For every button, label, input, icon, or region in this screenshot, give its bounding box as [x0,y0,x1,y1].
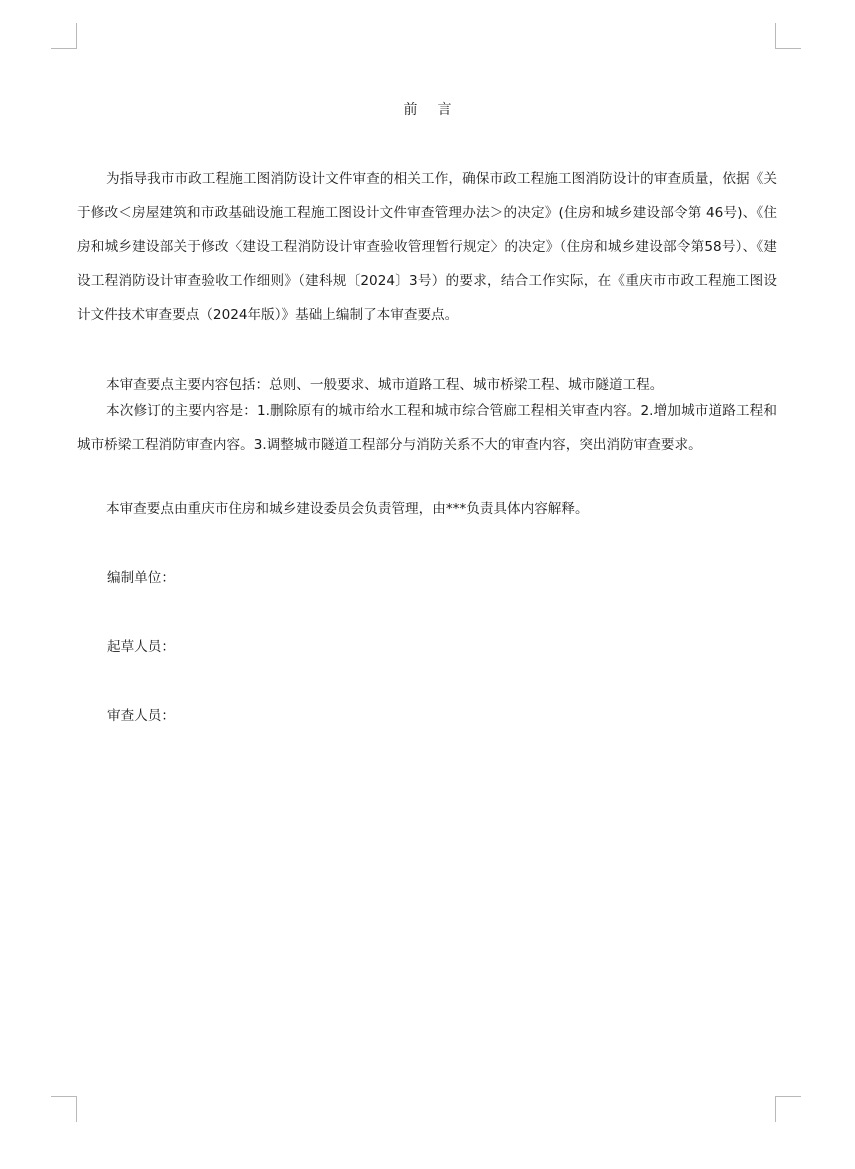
crop-mark-bottom-left [51,1096,77,1122]
crop-mark-bottom-right [775,1096,801,1122]
crop-mark-top-right [775,23,801,49]
field-drafters: 起草人员： [107,639,175,655]
paragraph-management: 本审查要点由重庆市住房和城乡建设委员会负责管理，由***负责具体内容解释。 [106,501,589,517]
paragraph-basis: 为指导我市市政工程施工图消防设计文件审查的相关工作，确保市政工程施工图消防设计的审查质量，依据《关于修改＜房屋建筑和市政基础设施工程施工图设计文件审查管理办法＞的决定》(住房和城乡建设部令第 46号)、《住房和城乡建设部关于修改〈建设工程消防设计审查验收管理暂行规定〉的决定》（住房和城乡建设部令第58号）、《建设工程消防设计审查验收工作细则》（建科规〔2024〕3号）的要求，结合工作实际，在《重庆市市政工程施工图设计文件技术审查要点（2024年版）》基础上编制了本审查要点。 [77,171,777,323]
page-title: 前言 [403,102,472,118]
crop-mark-top-left [51,23,77,49]
paragraph-revisions: 本次修订的主要内容是：1.删除原有的城市给水工程和城市综合管廊工程相关审查内容。2.增加城市道路工程和城市桥梁工程消防审查内容。3.调整城市隧道工程部分与消防关系不大的审查内容，突出消防审查要求。 [77,403,777,453]
field-reviewers: 审查人员： [107,708,175,724]
paragraph-contents: 本审查要点主要内容包括：总则、一般要求、城市道路工程、城市桥梁工程、城市隧道工程。 [106,377,664,393]
field-compiling-unit: 编制单位： [107,570,175,586]
